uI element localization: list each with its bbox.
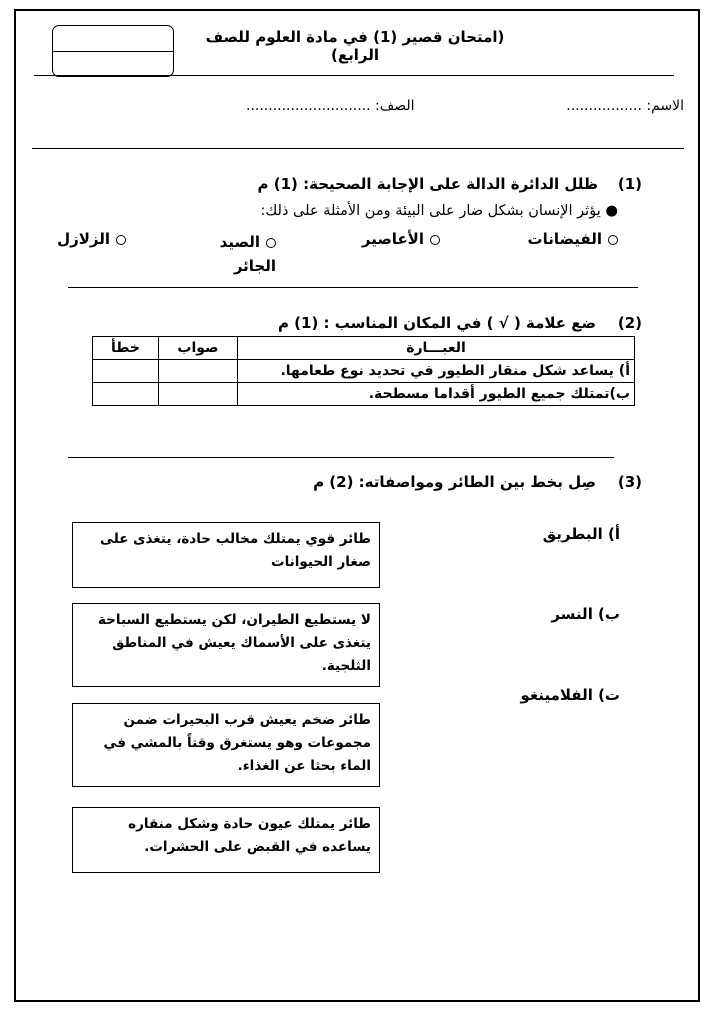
score-box-divider <box>53 51 173 52</box>
option-label: الصيد الجائر <box>219 233 276 275</box>
option-label: الفيضانات <box>527 230 602 248</box>
statement-cell: أ) يساعد شكل منقار الطيور في تحديد نوع طعامها. <box>238 360 635 383</box>
class-field[interactable]: الصف: ............................ <box>246 98 415 114</box>
description-box-3[interactable]: طائر ضخم يعيش قرب البحيرات ضمن مجموعات وهو يستغرق وقتاً بالمشي في الماء بحثا عن الغذاء. <box>72 703 380 787</box>
q1-divider <box>68 287 638 288</box>
option-label: الزلازل <box>57 230 110 248</box>
option-label: الأعاصير <box>361 230 424 248</box>
meta-divider <box>32 148 684 149</box>
radio-circle-icon[interactable] <box>116 235 126 245</box>
q3-heading: صِل بخط بين الطائر ومواصفاته: (2) م <box>313 473 596 491</box>
q2-number: (2) <box>617 314 642 332</box>
exam-title: (امتحان قصير (1) في مادة العلوم للصف الرابع) <box>205 28 505 64</box>
statement-cell: ب)تمتلك جميع الطيور أقداما مسطحة. <box>238 383 635 406</box>
bird-flamingo[interactable]: ت) الفلامينغو <box>520 686 620 704</box>
bird-eagle[interactable]: ب) النسر <box>551 605 620 623</box>
radio-circle-icon[interactable] <box>608 235 618 245</box>
table-row <box>93 360 635 383</box>
q2-heading: ضع علامة ( √ ) في المكان المناسب : (1) م <box>277 314 596 332</box>
description-box-1[interactable]: طائر قوي يمتلك مخالب حادة، يتغذى على صغار الحيوانات <box>72 522 380 588</box>
q3-number: (3) <box>617 473 642 491</box>
col-false: خطأ <box>93 337 159 360</box>
q1-number: (1) <box>617 175 642 193</box>
radio-circle-icon[interactable] <box>430 235 440 245</box>
header-divider <box>34 75 674 76</box>
description-box-2[interactable]: لا يستطيع الطيران، لكن يستطيع السباحة يتغذى على الأسماك يعيش في المناطق الثلجية. <box>72 603 380 687</box>
col-true: صواب <box>159 337 238 360</box>
q2-divider <box>68 457 614 458</box>
true-false-table <box>92 336 635 406</box>
radio-circle-icon[interactable] <box>266 238 276 248</box>
q1-heading: ظلل الدائرة الدالة على الإجابة الصحيحة: (1) م <box>257 175 598 193</box>
col-statement: العبـــارة <box>238 337 635 360</box>
description-box-4[interactable]: طائر يمتلك عيون حادة وشكل منقاره يساعده في القبض على الحشرات. <box>72 807 380 873</box>
table-row <box>93 383 635 406</box>
bird-penguin[interactable]: أ) البطريق <box>542 525 620 543</box>
true-cell[interactable] <box>159 383 238 406</box>
q1-option-3[interactable] <box>206 230 276 278</box>
name-field[interactable]: الاسم: ................. <box>566 98 684 114</box>
q1-prompt <box>260 203 618 219</box>
q1-option-1[interactable] <box>528 230 618 248</box>
true-cell[interactable] <box>159 360 238 383</box>
table-header-row <box>93 337 635 360</box>
q1-prompt-text: يؤثر الإنسان بشكل ضار على البيئة ومن الأمثلة على ذلك: <box>260 203 601 219</box>
bullet-icon: ● <box>605 203 618 219</box>
false-cell[interactable] <box>93 360 159 383</box>
q1-option-2[interactable] <box>362 230 440 248</box>
q1-option-4[interactable] <box>57 230 126 248</box>
score-box[interactable] <box>52 25 174 77</box>
false-cell[interactable] <box>93 383 159 406</box>
